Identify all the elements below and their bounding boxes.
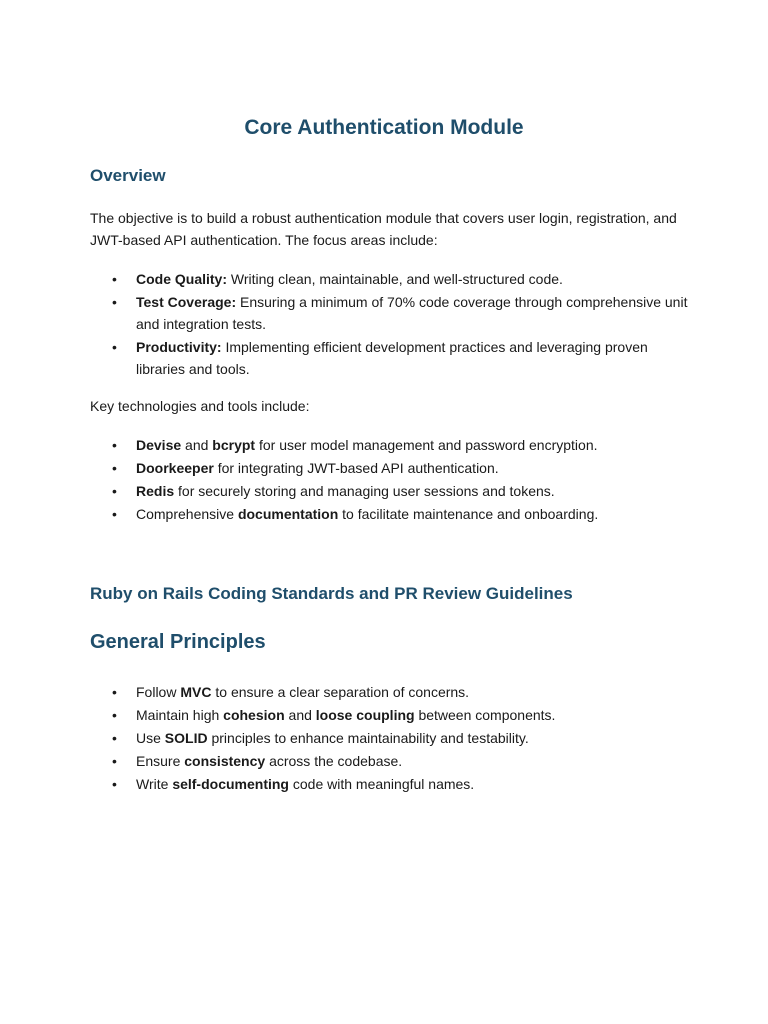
- bullet-icon: •: [112, 483, 117, 499]
- list-item: • Code Quality: Writing clean, maintainable, and well-structured code.: [90, 268, 690, 290]
- bullet-icon: •: [112, 684, 117, 700]
- bullet-icon: •: [112, 271, 117, 287]
- list-item: • Doorkeeper for integrating JWT-based API authentication.: [90, 457, 690, 479]
- bullet-icon: •: [112, 339, 117, 355]
- bullet-icon: •: [112, 776, 117, 792]
- tech-intro: Key technologies and tools include:: [90, 398, 310, 414]
- document-title: Core Authentication Module: [244, 116, 524, 139]
- list-item: • Follow MVC to ensure a clear separation of concerns.: [90, 681, 690, 703]
- bullet-icon: •: [112, 437, 117, 453]
- list-item: • Test Coverage: Ensuring a minimum of 70% code coverage through comprehensive unit and integration tests.: [90, 291, 690, 335]
- tech-list: [90, 434, 690, 526]
- bullet-icon: •: [112, 753, 117, 769]
- bullet-icon: •: [112, 294, 117, 310]
- principles-heading: General Principles: [90, 631, 266, 653]
- list-item: • Redis for securely storing and managing user sessions and tokens.: [90, 480, 690, 502]
- bullet-icon: •: [112, 707, 117, 723]
- list-item: • Ensure consistency across the codebase.: [90, 750, 690, 772]
- bullet-icon: •: [112, 730, 117, 746]
- focus-list: [90, 268, 690, 381]
- list-item: • Comprehensive documentation to facilitate maintenance and onboarding.: [90, 503, 690, 525]
- list-item: • Write self-documenting code with meaningful names.: [90, 773, 690, 795]
- principles-list: [90, 681, 690, 796]
- bullet-icon: •: [112, 506, 117, 522]
- list-item: • Use SOLID principles to enhance maintainability and testability.: [90, 727, 690, 749]
- overview-intro: The objective is to build a robust authentication module that covers user login, registration, and JWT-based API authentication. The focus areas include:: [90, 210, 677, 248]
- bullet-icon: •: [112, 460, 117, 476]
- list-item: • Maintain high cohesion and loose coupling between components.: [90, 704, 690, 726]
- list-item: • Devise and bcrypt for user model management and password encryption.: [90, 434, 690, 456]
- list-item: • Productivity: Implementing efficient development practices and leveraging proven libraries and tools.: [90, 336, 690, 380]
- standards-heading: Ruby on Rails Coding Standards and PR Review Guidelines: [90, 584, 573, 603]
- overview-heading: Overview: [90, 166, 166, 185]
